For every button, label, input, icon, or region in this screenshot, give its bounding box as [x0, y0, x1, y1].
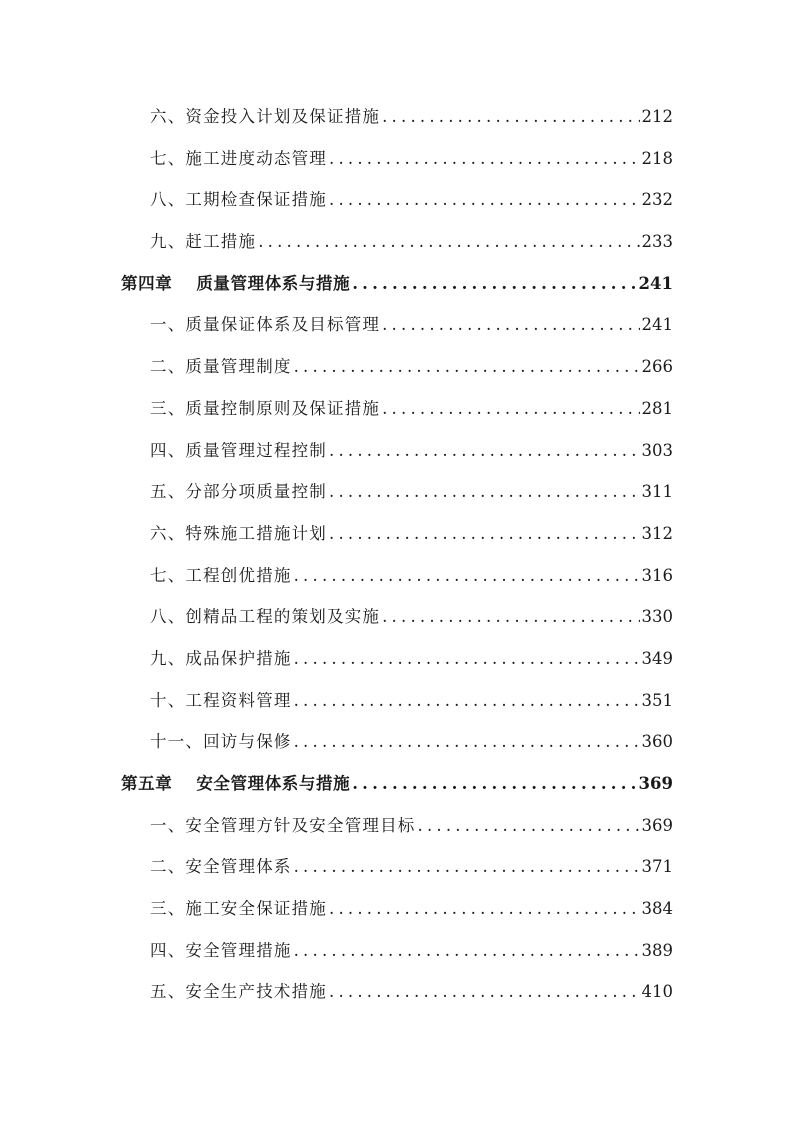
toc-page-number: 218 — [641, 148, 673, 168]
toc-entry-title: 四、质量管理过程控制 — [150, 440, 327, 460]
toc-section-entry[interactable] — [0, 638, 793, 680]
toc-section-entry[interactable] — [0, 138, 793, 180]
toc-page-number: 311 — [641, 482, 673, 502]
toc-chapter-number: 第四章 — [121, 273, 173, 293]
toc-leader-dots — [294, 846, 640, 888]
toc-leader-dots — [294, 680, 640, 722]
toc-entry-title: 安全管理体系与措施 — [196, 774, 351, 793]
toc-page-number: 410 — [641, 982, 673, 1002]
toc-page-number: 303 — [641, 440, 673, 460]
toc-page-number: 349 — [641, 648, 673, 668]
toc-section-entry[interactable] — [0, 346, 793, 388]
toc-page-number: 241 — [641, 315, 673, 335]
toc-leader-dots — [329, 471, 640, 513]
toc-leader-dots — [382, 388, 639, 430]
toc-entry-title: 六、资金投入计划及保证措施 — [150, 107, 381, 126]
toc-section-entry[interactable] — [0, 888, 793, 930]
table-of-contents — [0, 96, 793, 1013]
toc-entry-title: 十一、回访与保修 — [150, 732, 292, 752]
toc-page-number: 281 — [641, 398, 673, 418]
toc-page-number: 351 — [641, 690, 673, 710]
toc-entry-title: 九、赶工措施 — [150, 232, 257, 252]
toc-page-number: 369 — [641, 815, 673, 835]
toc-leader-dots — [294, 555, 640, 597]
toc-leader-dots — [352, 263, 636, 305]
toc-leader-dots — [382, 596, 639, 638]
toc-section-entry[interactable] — [0, 221, 793, 263]
toc-section-entry[interactable] — [0, 388, 793, 430]
toc-section-entry[interactable] — [0, 555, 793, 597]
toc-section-entry[interactable] — [0, 721, 793, 763]
toc-entry-title: 三、质量控制原则及保证措施 — [150, 398, 381, 418]
toc-section-entry[interactable] — [0, 513, 793, 555]
toc-leader-dots — [294, 930, 640, 972]
toc-leader-dots — [294, 721, 640, 763]
toc-page-number: 330 — [641, 607, 673, 627]
toc-entry-title: 十、工程资料管理 — [150, 690, 292, 710]
toc-page-number: 232 — [641, 190, 673, 210]
toc-page-number: 389 — [641, 940, 673, 960]
toc-section-entry[interactable] — [0, 430, 793, 472]
toc-leader-dots — [258, 221, 639, 263]
toc-entry-title: 五、分部分项质量控制 — [150, 482, 327, 502]
toc-section-entry[interactable] — [0, 304, 793, 346]
toc-page-number: 371 — [641, 857, 673, 877]
toc-leader-dots — [418, 805, 640, 847]
toc-leader-dots — [329, 179, 640, 221]
toc-chapter-entry[interactable] — [0, 263, 793, 305]
toc-leader-dots — [329, 513, 640, 555]
toc-leader-dots — [382, 96, 639, 138]
toc-chapter-entry[interactable] — [0, 763, 793, 805]
toc-leader-dots — [352, 763, 636, 805]
toc-section-entry[interactable] — [0, 680, 793, 722]
toc-entry-title: 二、质量管理制度 — [150, 357, 292, 377]
toc-section-entry[interactable] — [0, 596, 793, 638]
toc-entry-title: 二、安全管理体系 — [150, 857, 292, 877]
toc-chapter-number: 第五章 — [121, 774, 173, 793]
toc-page-number: 212 — [641, 107, 673, 126]
toc-leader-dots — [382, 304, 639, 346]
toc-entry-title: 八、创精品工程的策划及实施 — [150, 607, 381, 627]
toc-page-number: 233 — [641, 232, 673, 252]
toc-section-entry[interactable] — [0, 805, 793, 847]
toc-leader-dots — [329, 430, 640, 472]
toc-page-number: 312 — [641, 523, 673, 543]
toc-page-number: 266 — [641, 357, 673, 377]
toc-page-number: 241 — [638, 273, 673, 293]
toc-leader-dots — [294, 638, 640, 680]
toc-entry-title: 一、安全管理方针及安全管理目标 — [150, 815, 416, 835]
toc-section-entry[interactable] — [0, 971, 793, 1013]
toc-entry-title: 质量管理体系与措施 — [196, 273, 351, 293]
toc-entry-title: 四、安全管理措施 — [150, 940, 292, 960]
toc-leader-dots — [329, 888, 640, 930]
toc-leader-dots — [329, 971, 640, 1013]
toc-section-entry[interactable] — [0, 846, 793, 888]
toc-entry-title: 九、成品保护措施 — [150, 648, 292, 668]
toc-entry-title: 八、工期检查保证措施 — [150, 190, 327, 210]
toc-entry-title: 三、施工安全保证措施 — [150, 899, 327, 919]
toc-entry-title: 七、工程创优措施 — [150, 565, 292, 585]
toc-section-entry[interactable] — [0, 930, 793, 972]
toc-entry-title: 七、施工进度动态管理 — [150, 148, 327, 168]
toc-page-number: 384 — [641, 899, 673, 919]
toc-page-number: 369 — [638, 774, 673, 793]
toc-entry-title: 六、特殊施工措施计划 — [150, 523, 327, 543]
toc-section-entry[interactable] — [0, 471, 793, 513]
toc-leader-dots — [329, 138, 640, 180]
toc-leader-dots — [294, 346, 640, 388]
toc-page-number: 316 — [641, 565, 673, 585]
toc-entry-title: 一、质量保证体系及目标管理 — [150, 315, 381, 335]
toc-page-number: 360 — [641, 732, 673, 752]
toc-section-entry[interactable] — [0, 179, 793, 221]
toc-entry-title: 五、安全生产技术措施 — [150, 982, 327, 1002]
toc-section-entry[interactable] — [0, 96, 793, 138]
